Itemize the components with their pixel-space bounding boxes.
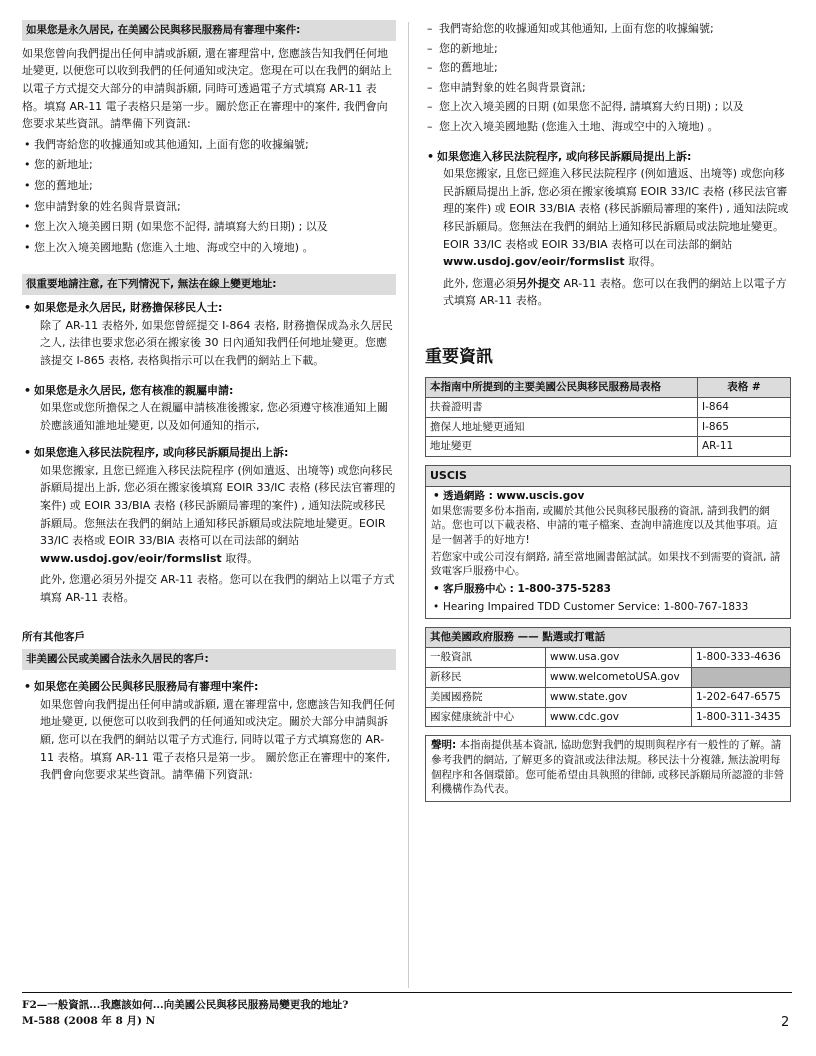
footer-form-id: M-588 (2008 年 8 月) N [22, 1014, 156, 1027]
important-note-header: 很重要地請注意, 在下列情況下, 無法在線上變更地址: [22, 274, 396, 295]
table-cell: 1-800-333-4636 [692, 648, 791, 668]
table-link[interactable]: www.welcometoUSA.gov [546, 667, 692, 687]
pr-pending-text: 如果您曾向我們提出任何申請或訴願, 還在審理當中, 您應該告知我們任何地址變更, 以便您可以收到我們的任何通知或決定。您現在可以在我們的網站上以電子方式提交大部分的申請與訴願, 同時可透過電子方式填寫 AR-11 表格。填寫 AR-11 電子表格只是第一步。關於您正在審理中的案件, 我們會向您要求某些資訊。請準備下列資訊: [22, 46, 392, 131]
list-item: – 我們寄給您的收據通知或其他通知, 上面有您的收據編號; [425, 20, 791, 38]
table-cell: I-864 [698, 397, 791, 417]
table-cell: 1-202-647-6575 [692, 687, 791, 707]
uscis-web-text: 如果您需要多份本指南, 或關於其他公民與移民服務的資訊, 請到我們的網站。您也可以下載表格、申請的電子檔案、查詢申請進度以及其他事項。這是一個著手的好地方! [431, 504, 778, 546]
uscis-box [425, 465, 791, 619]
footer-rule [22, 992, 792, 993]
list-item: – 您的新地址; [425, 40, 791, 58]
disclaimer-body [426, 736, 790, 801]
court-text-tail: 取得。 [225, 551, 259, 565]
table-cell: 美國國務院 [426, 687, 546, 707]
table-link[interactable]: www.cdc.gov [546, 707, 692, 727]
table-cell: 國家健康統計中心 [426, 707, 546, 727]
non-pr-text: 如果您曾向我們提出任何申請或訴願, 還在審理當中, 您應該告知我們任何地址變更, 以便您可以收到我們的任何通知或決定。關於大部分申請與訴願, 您可以在我們的網站以電子方式進行, 同時以電子方式填寫您的 AR-11 表格。填寫 AR-11 電子表格只是第一步。 關於您正在審理中的案件, 我們會向您要求某些資訊。請準備下列資訊: [40, 697, 395, 782]
court-extra-b: 另外提交 [516, 276, 560, 290]
list-item: – 您上次入境美國地點 (您進入土地、海或空中的入境地) 。 [425, 118, 791, 136]
forms-table [425, 377, 791, 457]
right-column [425, 20, 791, 802]
table-row [426, 707, 791, 727]
pr-pending-list [22, 136, 396, 257]
disclaimer-label: 聲明: [431, 739, 457, 752]
gov-services [425, 627, 791, 727]
table-cell: 1-800-311-3435 [692, 707, 791, 727]
list-item: • 您上次入境美國地點 (您進入土地、海或空中的入境地) 。 [22, 239, 396, 257]
formslist-link-right[interactable]: www.usdoj.gov/eoir/formslist [443, 255, 625, 269]
family-heading: • 如果您是永久居民, 您有核准的親屬申請: [22, 382, 396, 400]
table-cell: I-865 [698, 417, 791, 437]
non-pr-header: 非美國公民或美國合法永久居民的客戶: [22, 649, 396, 670]
forms-table-header [426, 378, 791, 398]
court-text-body: 如果您搬家, 且您已經進入移民法院程序 (例如遣返、出境等) 或您向移民訴願局提出上訴, 您必須在搬家後填寫 EOIR 33/IC 表格 (移民法官審理的案件) 或 EOIR 33/BIA 表格 (移民訴願局審理的案件) , 通知法院或移民訴願局。您無法在我們的網站上通知移民訴願局或法院地址變更。EOIR 33/IC 表格或 EOIR 33/BIA 表格可以在司法部的網站 [40, 463, 396, 548]
sponsor-text: 除了 AR-11 表格外, 如果您曾經提交 I-864 表格, 財務擔保成為永久居民之人, 法律也要求您必須在搬家後 30 日內通知我們任何地址變更。您應該提交 I-865 表格, 表格與指示可以在我們的網站上下載。 [40, 318, 393, 367]
court-heading-right: • 如果您進入移民法院程序, 或向移民訴願局提出上訴: [425, 148, 791, 166]
pr-pending-header: 如果您是永久居民, 在美國公民與移民服務局有審理中案件: [22, 20, 396, 41]
uscis-box-body [426, 487, 790, 619]
disclaimer-text: 本指南提供基本資訊, 協助您對我們的規則與程序有一般性的了解。請參考我們的網站, 了解更多的資訊或法律法規。移民法十分複雜, 無法說明每個程序和各個環節。您可能希望由具執照的律師, 或移民訴願局所認證的非營利機構作為代表。 [431, 739, 785, 796]
disclaimer-box [425, 735, 791, 802]
uscis-tdd: • Hearing Impaired TDD Customer Service: 1-800-767-1833 [431, 600, 785, 615]
table-cell: 擔保人地址變更通知 [426, 417, 698, 437]
formslist-link[interactable]: www.usdoj.gov/eoir/formslist [40, 551, 222, 565]
court-text-right [425, 165, 791, 271]
table-row [426, 667, 791, 687]
forms-col-number: 表格 # [698, 378, 791, 398]
table-row [426, 417, 791, 437]
footer [22, 998, 348, 1030]
table-row [426, 397, 791, 417]
non-pr-heading: • 如果您在美國公民與移民服務局有審理中案件: [22, 678, 396, 696]
all-others-heading: 所有其他客戶 [22, 630, 85, 643]
list-item: • 您上次入境美國日期 (如果您不記得, 請填寫大約日期) ; 以及 [22, 218, 396, 236]
court-text-right-tail: 取得。 [628, 255, 662, 269]
list-item: – 您申請對象的姓名與背景資訊; [425, 79, 791, 97]
court-text-right-body: 如果您搬家, 且您已經進入移民法院程序 (例如遣返、出境等) 或您向移民訴願局提出上訴, 您必須在搬家後填寫 EOIR 33/IC 表格 (移民法官審理的案件) 或 EOIR 33/BIA 表格 (移民訴願局審理的案件) , 通知法院或移民訴願局。您無法在我們的網站上通知移民訴願局或法院地址變更。EOIR 33/IC 表格或 EOIR 33/BIA 表格可以在司法部的網站 [443, 167, 789, 251]
uscis-box-title: USCIS [426, 466, 790, 487]
table-link[interactable]: www.usa.gov [546, 648, 692, 668]
gov-table-header [426, 628, 791, 648]
table-link[interactable]: www.state.gov [546, 687, 692, 707]
table-cell: 新移民 [426, 667, 546, 687]
court-extra-a: 此外, 您還必須 [443, 276, 516, 290]
page-number: 2 [781, 1015, 790, 1030]
table-cell [692, 667, 791, 687]
forms-col-name: 本指南中所提到的主要美國公民與移民服務局表格 [426, 378, 698, 398]
list-item: • 您的舊地址; [22, 177, 396, 195]
column-divider [408, 22, 409, 988]
gov-table-title: 其他美國政府服務 —— 點選或打電話 [426, 628, 791, 648]
table-row [426, 437, 791, 457]
uscis-library-text: 若您家中或公司沒有網路, 請至當地圖書館試試。如果找不到需要的資訊, 請致電客戶服務中心。 [431, 550, 781, 578]
uscis-web-label[interactable]: • 透過網路 : www.uscis.gov [431, 489, 785, 504]
info-dash-list [425, 20, 791, 136]
table-cell: 一般資訊 [426, 648, 546, 668]
court-heading: • 如果您進入移民法院程序, 或向移民訴願局提出上訴: [22, 444, 396, 462]
gov-table [425, 627, 791, 727]
table-cell: 扶養證明書 [426, 397, 698, 417]
table-row [426, 687, 791, 707]
court-text [22, 462, 396, 568]
list-item: – 您上次入境美國的日期 (如果您不記得, 請填寫大約日期) ; 以及 [425, 98, 791, 116]
court-extra-c: AR-11 表格。您可以在我們的網站上以電子方式填寫 AR-11 表格。 [443, 276, 787, 308]
table-cell: AR-11 [698, 437, 791, 457]
important-info-title: 重要資訊 [425, 346, 493, 367]
list-item: – 您的舊地址; [425, 59, 791, 77]
table-row [426, 648, 791, 668]
list-item: • 我們寄給您的收據通知或其他通知, 上面有您的收據編號; [22, 136, 396, 154]
table-cell: 地址變更 [426, 437, 698, 457]
sponsor-heading: • 如果您是永久居民, 財務擔保移民人士: [22, 299, 396, 317]
uscis-phone-label: • 客戶服務中心 : 1-800-375-5283 [431, 582, 785, 597]
footer-title: F2—一般資訊...我應該如何...向美國公民與移民服務局變更我的地址? [22, 999, 349, 1011]
list-item: • 您的新地址; [22, 156, 396, 174]
left-column [22, 20, 396, 784]
list-item: • 您申請對象的姓名與背景資訊; [22, 198, 396, 216]
family-text: 如果您或您所擔保之人在親屬申請核准後搬家, 您必須遵守核准通知上關於應該通知誰地址變更, 以及如何通知的指示, [40, 401, 388, 432]
court-extra-right [425, 275, 791, 310]
court-extra: 此外, 您還必須另外提交 AR-11 表格。您可以在我們的網站上以電子方式填寫 AR-11 表格。 [40, 573, 395, 605]
